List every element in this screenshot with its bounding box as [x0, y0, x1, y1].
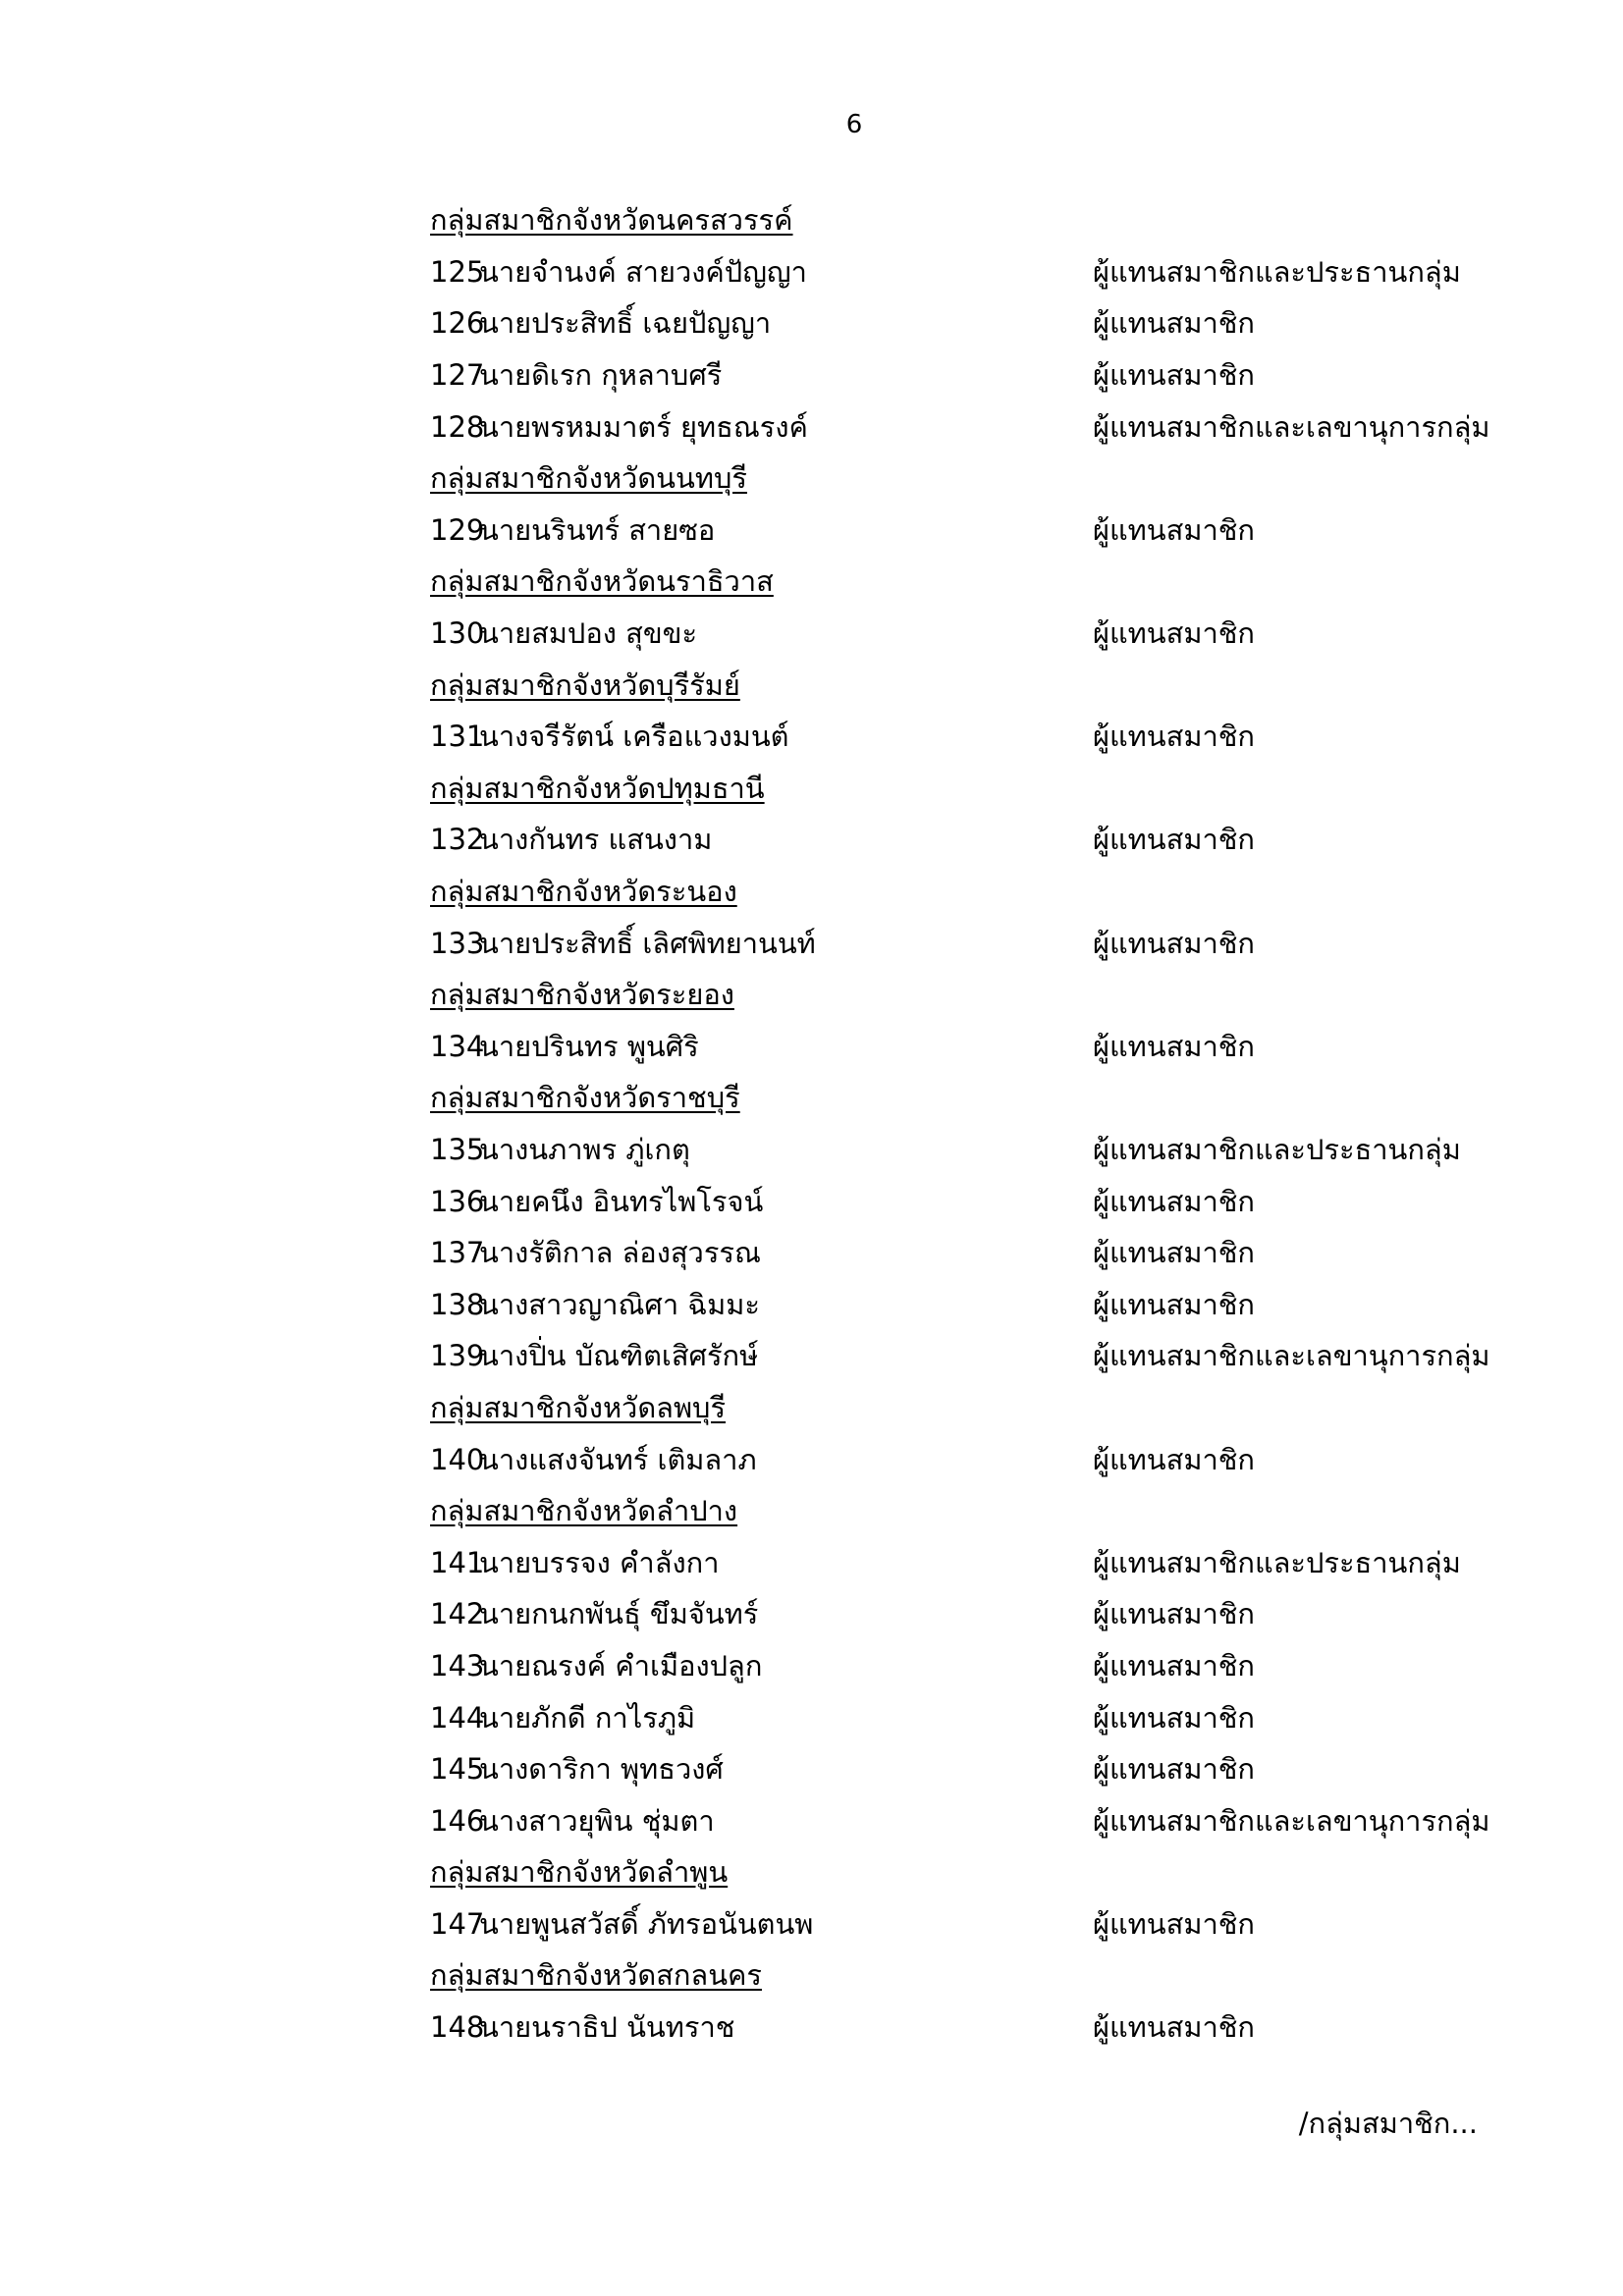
group-heading-text: กลุ่มสมาชิกจังหวัดระยอง	[430, 978, 734, 1012]
member-number: 127	[430, 358, 485, 393]
group-heading-text: กลุ่มสมาชิกจังหวัดลำปาง	[430, 1494, 738, 1528]
member-number: 126	[430, 306, 485, 341]
member-name: นางรัติกาล ล่องสุวรรณ	[479, 1236, 761, 1270]
member-number: 137	[430, 1236, 485, 1270]
member-number: 146	[430, 1803, 485, 1838]
group-heading-text: กลุ่มสมาชิกจังหวัดบุรีรัมย์	[430, 667, 740, 702]
member-name: นางสาวญาณิศา ฉิมมะ	[479, 1287, 760, 1321]
member-role: ผู้แทนสมาชิก	[1093, 1752, 1255, 1787]
member-row	[430, 1124, 1510, 1176]
member-role: ผู้แทนสมาชิกและประธานกลุ่ม	[1093, 1132, 1461, 1166]
member-role: ผู้แทนสมาชิก	[1093, 1184, 1255, 1218]
member-name: นางจรีรัตน์ เครือแวงมนต์	[479, 720, 789, 754]
member-row	[430, 400, 1510, 453]
group-heading-text: กลุ่มสมาชิกจังหวัดลำพูน	[430, 1855, 729, 1890]
member-role: ผู้แทนสมาชิก	[1093, 1906, 1255, 1941]
group-heading	[430, 556, 1510, 608]
member-row	[430, 1433, 1510, 1485]
member-number: 132	[430, 823, 485, 857]
member-row	[430, 1227, 1510, 1279]
group-heading	[430, 1072, 1510, 1124]
member-role: ผู้แทนสมาชิก	[1093, 2010, 1255, 2045]
group-heading-text: กลุ่มสมาชิกจังหวัดสกลนคร	[430, 1958, 763, 1993]
group-heading	[430, 659, 1510, 711]
member-row	[430, 1536, 1510, 1588]
member-name: นายณรงค์ คำเมืองปลูก	[479, 1648, 763, 1682]
member-name: นายประสิทธิ์ เลิศพิทยานนท์	[479, 926, 816, 960]
member-role: ผู้แทนสมาชิก	[1093, 1648, 1255, 1682]
member-name: นางแสงจันทร์ เติมลาภ	[479, 1442, 757, 1476]
member-number: 139	[430, 1339, 485, 1373]
member-row	[430, 1794, 1510, 1846]
member-role: ผู้แทนสมาชิกและเลขานุการกลุ่ม	[1093, 1339, 1490, 1373]
member-role: ผู้แทนสมาชิก	[1093, 306, 1255, 341]
member-row	[430, 1278, 1510, 1330]
group-heading	[430, 763, 1510, 815]
member-role: ผู้แทนสมาชิก	[1093, 1287, 1255, 1321]
member-row	[430, 349, 1510, 401]
member-number: 128	[430, 409, 485, 444]
member-name: นางปิ่น บัณฑิตเสิศรักษ์	[479, 1339, 759, 1373]
member-row	[430, 1743, 1510, 1795]
member-name: นายปรินทร พูนศิริ	[479, 1029, 699, 1063]
member-row	[430, 297, 1510, 349]
group-heading	[430, 194, 1510, 246]
member-row	[430, 505, 1510, 557]
member-role: ผู้แทนสมาชิก	[1093, 358, 1255, 393]
member-number: 136	[430, 1184, 485, 1218]
member-name: นายดิเรก กุหลาบศรี	[479, 358, 723, 393]
member-name: นางสาวยุพิน ชุ่มตา	[479, 1803, 715, 1838]
member-name: นายพูนสวัสดิ์ ภัทรอนันตนพ	[479, 1906, 814, 1941]
member-number: 148	[430, 2010, 485, 2045]
member-row	[430, 608, 1510, 660]
group-heading	[430, 1485, 1510, 1537]
member-name: นายภักดี กาไรภูมิ	[479, 1700, 696, 1735]
member-row	[430, 1175, 1510, 1227]
member-number: 138	[430, 1287, 485, 1321]
member-number: 142	[430, 1597, 485, 1631]
member-row	[430, 711, 1510, 763]
group-heading	[430, 453, 1510, 505]
member-number: 144	[430, 1700, 485, 1735]
member-name: นายนราธิป นันทราช	[479, 2010, 735, 2045]
member-role: ผู้แทนสมาชิกและเลขานุการกลุ่ม	[1093, 1803, 1490, 1838]
member-row	[430, 814, 1510, 866]
group-heading	[430, 1949, 1510, 2002]
member-number: 131	[430, 720, 485, 754]
member-role: ผู้แทนสมาชิก	[1093, 616, 1255, 651]
member-number: 140	[430, 1442, 485, 1476]
group-heading-text: กลุ่มสมาชิกจังหวัดนราธิวาส	[430, 564, 774, 599]
group-heading-text: กลุ่มสมาชิกจังหวัดระนอง	[430, 875, 737, 909]
member-role: ผู้แทนสมาชิกและเลขานุการกลุ่ม	[1093, 409, 1490, 444]
member-number: 129	[430, 512, 485, 547]
group-heading-text: กลุ่มสมาชิกจังหวัดนครสวรรค์	[430, 203, 793, 238]
member-list	[430, 194, 1510, 2053]
member-number: 135	[430, 1132, 485, 1166]
member-role: ผู้แทนสมาชิก	[1093, 1236, 1255, 1270]
group-heading	[430, 866, 1510, 918]
member-name: นายจำนงค์ สายวงค์ปัญญา	[479, 254, 807, 289]
member-number: 125	[430, 254, 485, 289]
member-row	[430, 1640, 1510, 1692]
member-name: นายกนกพันธุ์ ขึมจันทร์	[479, 1597, 759, 1631]
member-number: 143	[430, 1648, 485, 1682]
member-row	[430, 917, 1510, 969]
member-row	[430, 1330, 1510, 1382]
member-role: ผู้แทนสมาชิก	[1093, 720, 1255, 754]
group-heading-text: กลุ่มสมาชิกจังหวัดราชบุรี	[430, 1081, 740, 1115]
member-name: นายพรหมมาตร์ ยุทธณรงค์	[479, 409, 808, 444]
member-name: นายสมปอง สุขขะ	[479, 616, 698, 651]
member-name: นายบรรจง คำลังกา	[479, 1545, 720, 1579]
member-name: นายประสิทธิ์ เฉยปัญญา	[479, 306, 772, 341]
member-role: ผู้แทนสมาชิก	[1093, 1597, 1255, 1631]
member-row	[430, 1588, 1510, 1640]
group-heading-text: กลุ่มสมาชิกจังหวัดนนทบุรี	[430, 461, 747, 496]
member-role: ผู้แทนสมาชิก	[1093, 1700, 1255, 1735]
member-role: ผู้แทนสมาชิก	[1093, 512, 1255, 547]
page-number: 6	[845, 110, 863, 139]
member-role: ผู้แทนสมาชิกและประธานกลุ่ม	[1093, 1545, 1461, 1579]
member-role: ผู้แทนสมาชิกและประธานกลุ่ม	[1093, 254, 1461, 289]
member-name: นายคนึง อินทรไพโรจน์	[479, 1184, 764, 1218]
member-row	[430, 1898, 1510, 1950]
member-number: 141	[430, 1545, 485, 1579]
member-number: 145	[430, 1752, 485, 1787]
member-name: นางดาริกา พุทธวงศ์	[479, 1752, 724, 1787]
member-name: นางนภาพร ภู่เกตุ	[479, 1132, 690, 1166]
member-role: ผู้แทนสมาชิก	[1093, 1442, 1255, 1476]
member-number: 133	[430, 926, 485, 960]
group-heading	[430, 1846, 1510, 1898]
member-row	[430, 1691, 1510, 1743]
member-role: ผู้แทนสมาชิก	[1093, 1029, 1255, 1063]
group-heading	[430, 969, 1510, 1021]
member-number: 134	[430, 1029, 485, 1063]
group-heading	[430, 1382, 1510, 1434]
member-role: ผู้แทนสมาชิก	[1093, 926, 1255, 960]
group-heading-text: กลุ่มสมาชิกจังหวัดปทุมธานี	[430, 771, 765, 805]
member-role: ผู้แทนสมาชิก	[1093, 823, 1255, 857]
member-row	[430, 246, 1510, 298]
member-number: 147	[430, 1906, 485, 1941]
member-row	[430, 1021, 1510, 1073]
group-heading-text: กลุ่มสมาชิกจังหวัดลพบุรี	[430, 1390, 727, 1424]
member-name: นายนรินทร์ สายซอ	[479, 512, 716, 547]
member-number: 130	[430, 616, 485, 651]
member-row	[430, 2002, 1510, 2054]
member-name: นางกันทร แสนงาม	[479, 823, 713, 857]
continuation-note: /กลุ่มสมาชิก...	[1298, 2107, 1478, 2140]
